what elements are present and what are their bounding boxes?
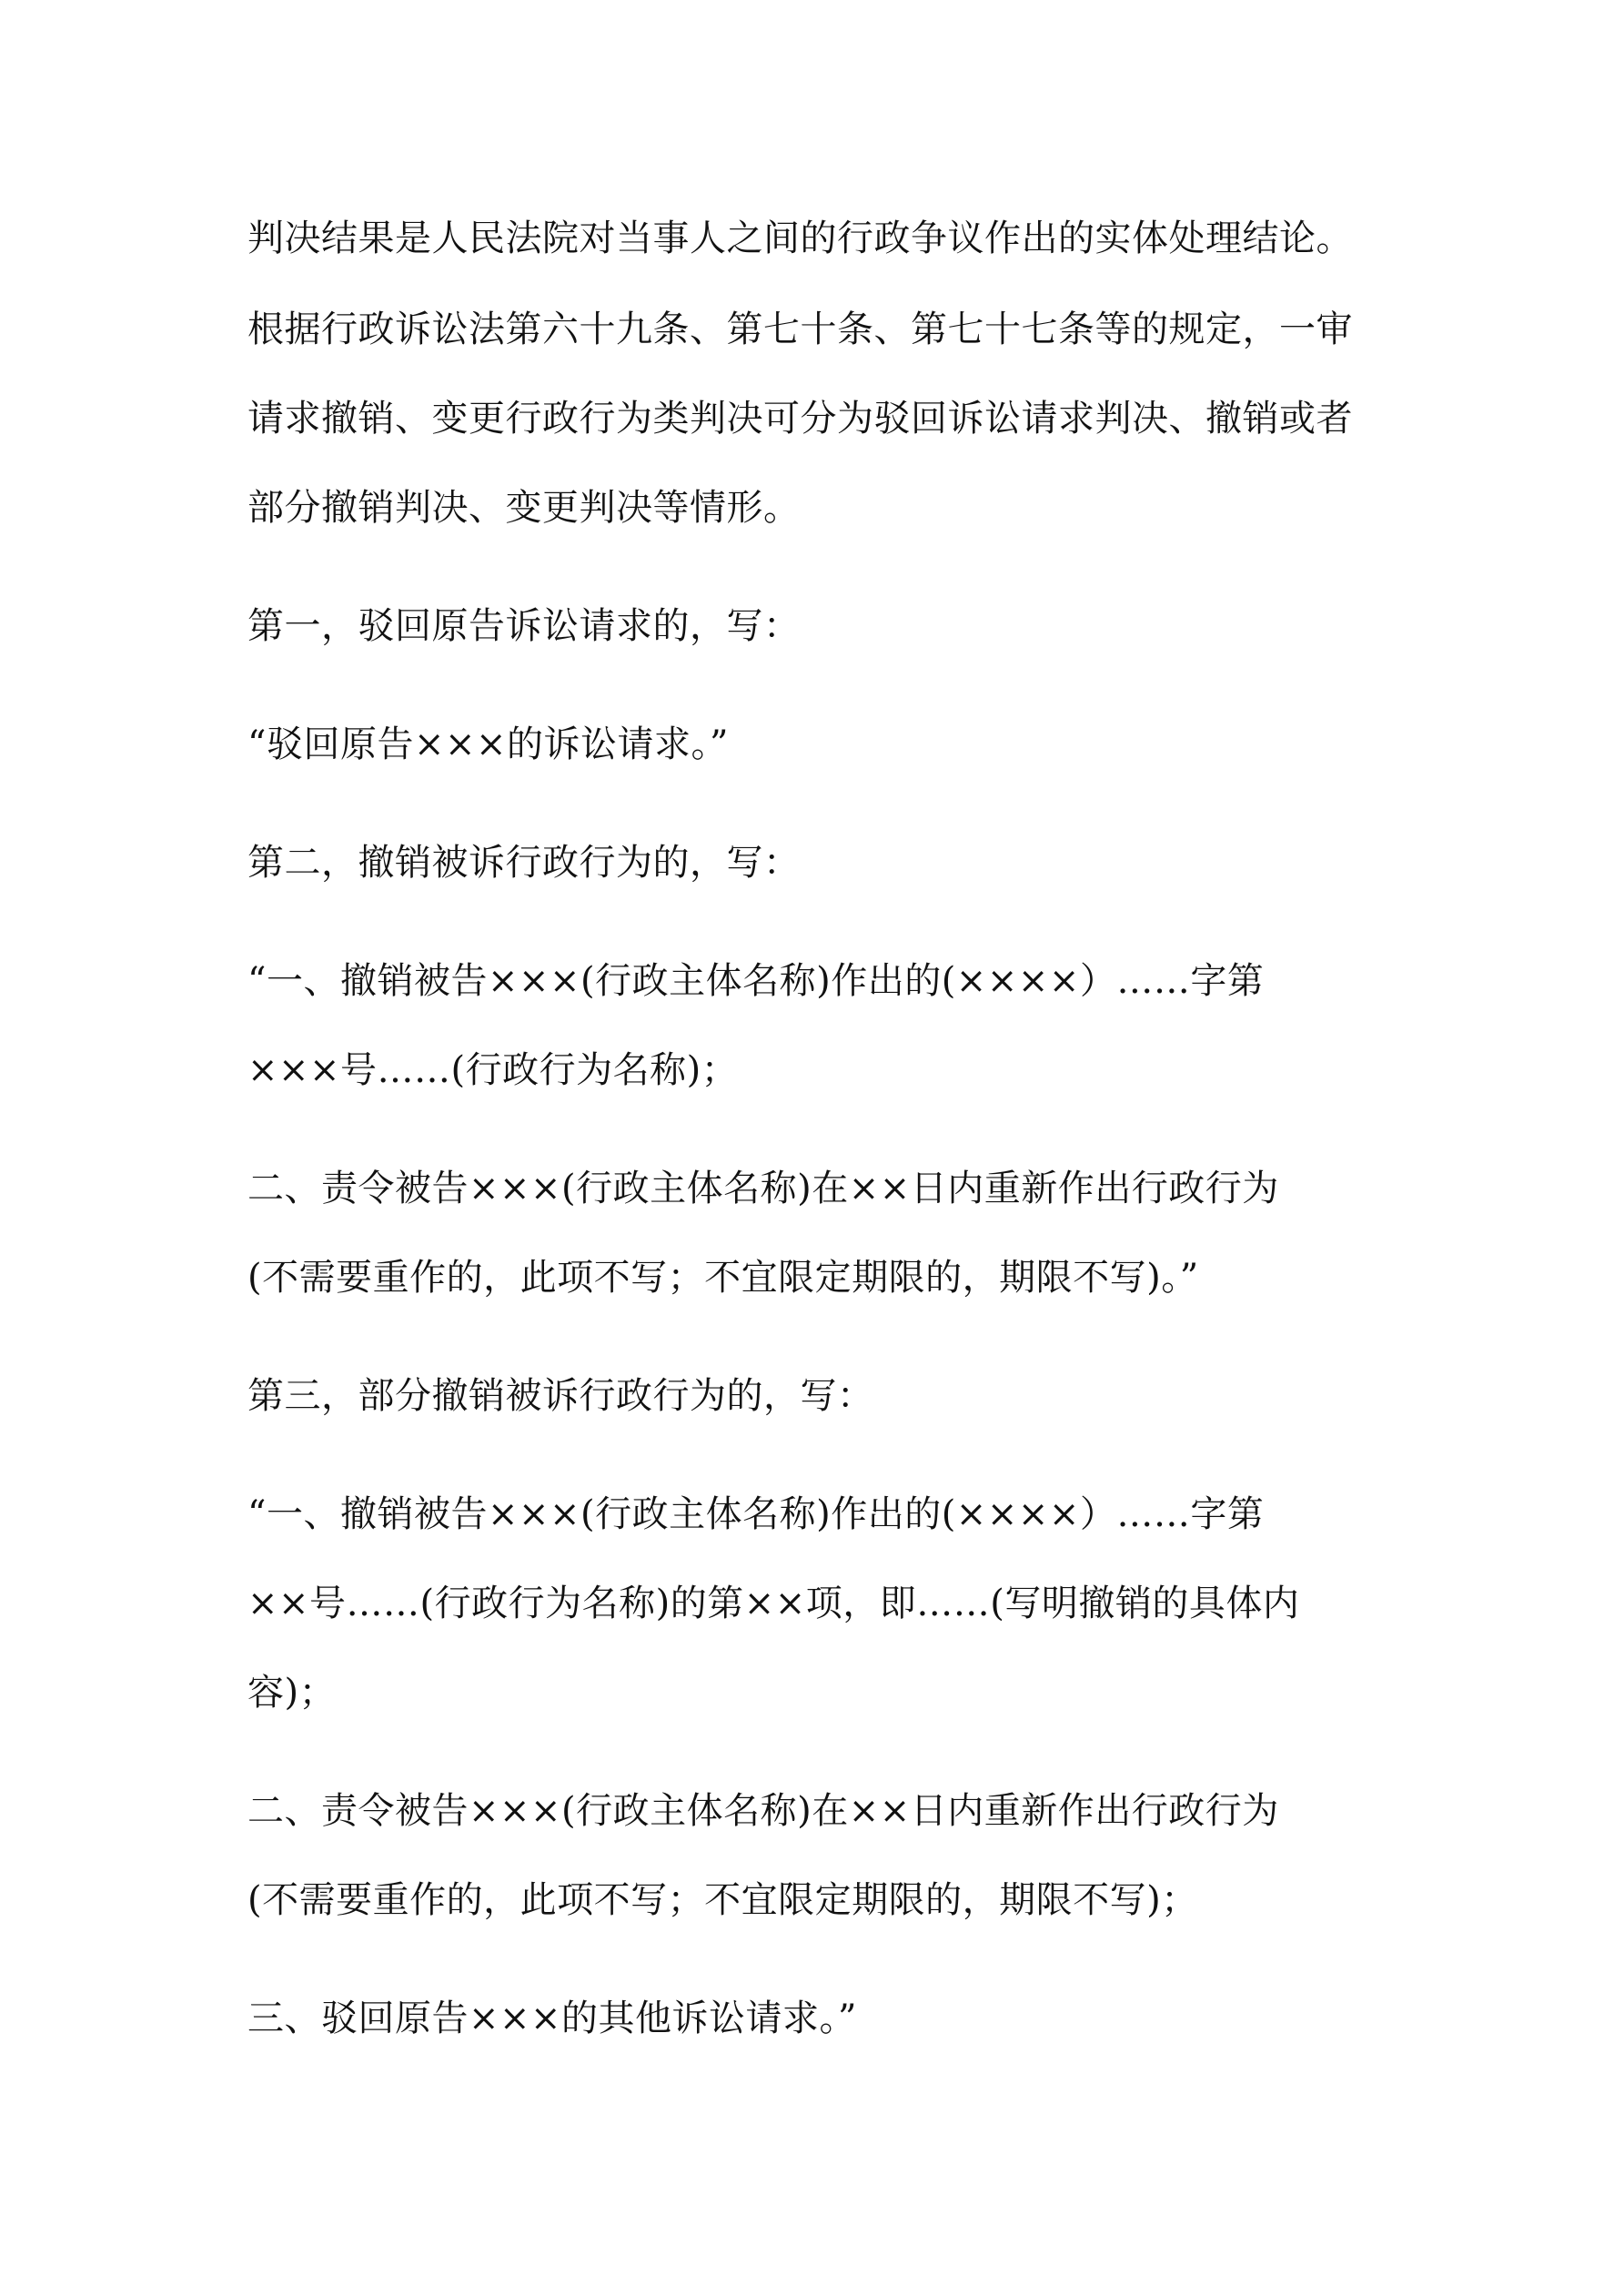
body-line-6: “驳回原告×××的诉讼请求。”	[247, 723, 729, 765]
body-line-9: ×××号……(行政行为名称)；	[247, 1049, 739, 1091]
body-line-17: (不需要重作的，此项不写；不宜限定期限的，期限不写)；	[247, 1879, 1198, 1921]
body-line-12: 第三，部分撤销被诉行政行为的，写：	[247, 1375, 874, 1417]
body-line-5: 第一，驳回原告诉讼请求的，写：	[247, 605, 801, 647]
body-line-3: 请求撤销、变更行政行为类判决可分为驳回诉讼请求判决、撤销或者	[247, 398, 1353, 440]
body-line-14: ××号……(行政行为名称)的第××项，即……(写明撤销的具体内	[247, 1583, 1300, 1624]
body-line-13: “一、撤销被告×××(行政主体名称)作出的(××××）……字第	[247, 1493, 1265, 1535]
body-line-15: 容)；	[247, 1672, 337, 1714]
body-line-1: 判决结果是人民法院对当事人之间的行政争议作出的实体处理结论。	[247, 217, 1353, 259]
body-line-10: 二、责令被告×××(行政主体名称)在××日内重新作出行政行为	[247, 1168, 1279, 1209]
body-line-16: 二、责令被告×××(行政主体名称)在××日内重新作出行政行为	[247, 1790, 1279, 1832]
body-line-18: 三、驳回原告×××的其他诉讼请求。”	[247, 1998, 857, 2039]
body-line-4: 部分撤销判决、变更判决等情形。	[247, 487, 801, 529]
body-line-11: (不需要重作的，此项不写；不宜限定期限的，期限不写)。”	[247, 1257, 1199, 1299]
body-line-8: “一、撤销被告×××(行政主体名称)作出的(××××）……字第	[247, 960, 1265, 1002]
body-line-7: 第二，撤销被诉行政行为的，写：	[247, 842, 801, 884]
body-line-2: 根据行政诉讼法第六十九条、第七十条、第七十七条等的规定，一审	[247, 308, 1353, 350]
